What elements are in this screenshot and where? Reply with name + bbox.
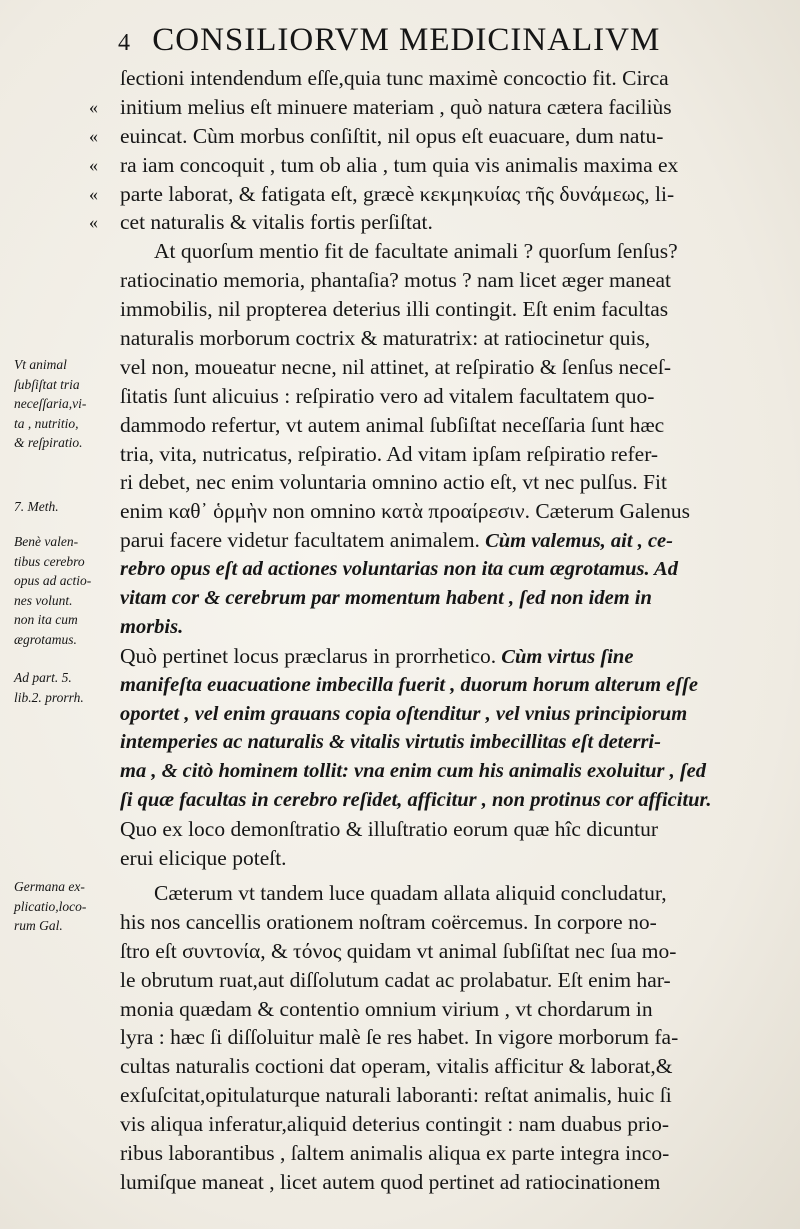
margin-note-line: nes volunt.	[14, 592, 73, 608]
page-number: 4	[118, 30, 131, 56]
margin-note	[14, 532, 118, 649]
margin-note-line: ſubſiſtat tria	[14, 376, 80, 392]
text-line	[89, 93, 790, 122]
text-line: tria, vita, nutricatus, reſpiratio. Ad vitam ipſam reſpiratio refer-	[120, 441, 659, 466]
text-line: immobilis, nil propterea deterius illi contingit. Eſt enim facultas	[120, 297, 669, 322]
text-line	[89, 208, 790, 237]
text-line: ribus laborantibus , ſaltem animalis aliqua ex parte integra inco-	[120, 1140, 670, 1165]
text-line: rebro opus eſt ad actiones voluntarias non ita cum ægrotamus. Ad	[120, 558, 678, 581]
text-line: erui elicique poteſt.	[120, 846, 287, 871]
text-line: ſitatis ſunt alicuius : reſpiratio vero ad vitalem facultatem quo-	[120, 383, 655, 408]
margin-note-line: Vt animal	[14, 357, 67, 372]
text-line: ma , & citò hominem tollit: vna enim cum his animalis exoluitur , ſed	[120, 760, 707, 783]
margin-note-line: ta , nutritio,	[14, 415, 79, 431]
text-line: oportet , vel enim grauans copia oſtenditur , vel vnius principiorum	[120, 702, 688, 725]
running-header	[118, 20, 798, 60]
margin-note-line: plicatio,loco-	[14, 898, 87, 914]
margin-note-line: Ad part. 5.	[14, 670, 72, 685]
text-line-content: euincat. Cùm morbus conſiſtit, nil opus eſt euacuare, dum natu-	[120, 123, 664, 148]
main-text	[89, 64, 790, 1197]
text-line: lyra : hæc ſi diſſoluitur malè ſe res habet. In vigore morborum fa-	[120, 1025, 679, 1050]
text-line: le obrutum ruat,aut diſſolutum cadat ac prolabatur. Eſt enim har-	[120, 967, 671, 992]
text-line	[120, 642, 790, 671]
margin-note	[14, 355, 118, 453]
margin-note-line: & reſpiratio.	[14, 435, 83, 450]
text-line: vitam cor & cerebrum par momentum habent , ſed non idem in	[120, 587, 652, 610]
margin-note-line: neceſſaria,vi-	[14, 396, 87, 411]
margin-note-line: Benè valen-	[14, 534, 79, 549]
margin-note	[14, 497, 118, 517]
margin-note	[14, 668, 118, 707]
italic-quote: Cùm virtus ſine	[496, 645, 634, 668]
margin-note-line: 7. Meth.	[14, 499, 59, 514]
text-line: morbis.	[120, 615, 184, 638]
text-line: ſi quæ facultas in cerebro reſidet, afficitur , non protinus cor afficitur.	[120, 789, 712, 812]
margin-note-line: ægrotamus.	[14, 631, 77, 647]
text-line-content: cet naturalis & vitalis fortis perſiſtat.	[120, 210, 433, 235]
text-line	[89, 180, 790, 209]
text-line: intemperies ac naturalis & vitalis virtutis imbecillitas eſt deterri-	[120, 731, 661, 754]
margin-note-line: opus ad actio-	[14, 573, 92, 588]
text-line: monia quædam & contentio omnium virium , vt chordarum in	[120, 996, 653, 1021]
text-line: naturalis morborum coctrix & maturatrix: at ratiocinetur quis,	[120, 326, 651, 351]
italic-quote: Cùm valemus, ait , ce-	[479, 530, 673, 553]
quotation-mark: «	[89, 183, 98, 204]
text-line: ratiocinatio memoria, phantaſia? motus ? nam licet æger maneat	[120, 268, 672, 293]
text-line	[120, 526, 790, 555]
running-title: CONSILIORVM MEDICINALIVM	[152, 22, 661, 58]
text-line: dammodo refertur, vt autem animal ſubſiſtat neceſſaria ſunt hæc	[120, 412, 665, 437]
text-line-content: Quò pertinet locus præclarus in prorrhetico.	[120, 643, 497, 668]
margin-note-line: lib.2. prorrh.	[14, 689, 84, 705]
text-line-content: ra iam concoquit , tum ob alia , tum quia vis animalis maxima ex	[120, 152, 679, 177]
text-line: his nos cancellis orationem noſtram coërcemus. In corpore no-	[120, 909, 657, 934]
text-line: At quorſum mentio fit de facultate animali ? quorſum ſenſus?	[154, 239, 678, 264]
text-line: vel non, moueatur necne, nil attinet, at reſpiratio & ſenſus neceſ-	[120, 354, 672, 379]
quotation-mark: «	[89, 125, 98, 146]
margin-note-line: Germana ex-	[14, 879, 85, 894]
quotation-mark: «	[89, 154, 98, 175]
text-line: enim καθ᾽ ὁρμὴν non omnino κατὰ προαίρεσιν. Cæterum Galenus	[120, 499, 690, 524]
text-line: manifeſta euacuatione imbecilla fuerit , duorum horum alterum eſſe	[120, 673, 698, 696]
margin-note-line: non ita cum	[14, 612, 78, 627]
margin-note-line: tibus cerebro	[14, 553, 85, 569]
text-line: vis aliqua inferatur,aliquid deterius contingit : nam duabus prio-	[120, 1112, 670, 1137]
text-line: lumiſque maneat , licet autem quod pertinet ad ratiocinationem	[120, 1169, 661, 1194]
text-line-content: parui facere videtur facultatem animalem.	[120, 528, 480, 553]
text-line: Cæterum vt tandem luce quadam allata aliquid concludatur,	[154, 880, 667, 905]
quotation-mark: «	[89, 212, 98, 233]
text-line: Quo ex loco demonſtratio & illuſtratio eorum quæ hîc dicuntur	[120, 817, 658, 842]
quotation-mark: «	[89, 96, 98, 117]
margin-note	[14, 877, 118, 936]
text-line	[89, 151, 790, 180]
text-line: ſectioni intendendum eſſe,quia tunc maximè concoctio fit. Circa	[120, 66, 669, 90]
text-line: cultas naturalis coctioni dat operam, vitalis afficitur & laborat,&	[120, 1054, 673, 1079]
margin-note-line: rum Gal.	[14, 918, 63, 933]
text-line: ſtro eſt συντονία, & τόνος quidam vt animal ſubſiſtat nec ſua mo-	[120, 938, 677, 963]
text-line-content: parte laborat, & fatigata eſt, græcè κεκμηκυίας τῆς δυνάμεως, li-	[120, 181, 675, 206]
text-line	[89, 122, 790, 151]
text-line-content: initium melius eſt minuere materiam , quò natura cætera faciliùs	[120, 94, 672, 119]
text-line: exſuſcitat,opitulaturque naturali laboranti: reſtat animalis, huic ſi	[120, 1083, 672, 1108]
text-line: ri debet, nec enim voluntaria omnino actio eſt, vt nec pulſus. Fit	[120, 470, 667, 495]
